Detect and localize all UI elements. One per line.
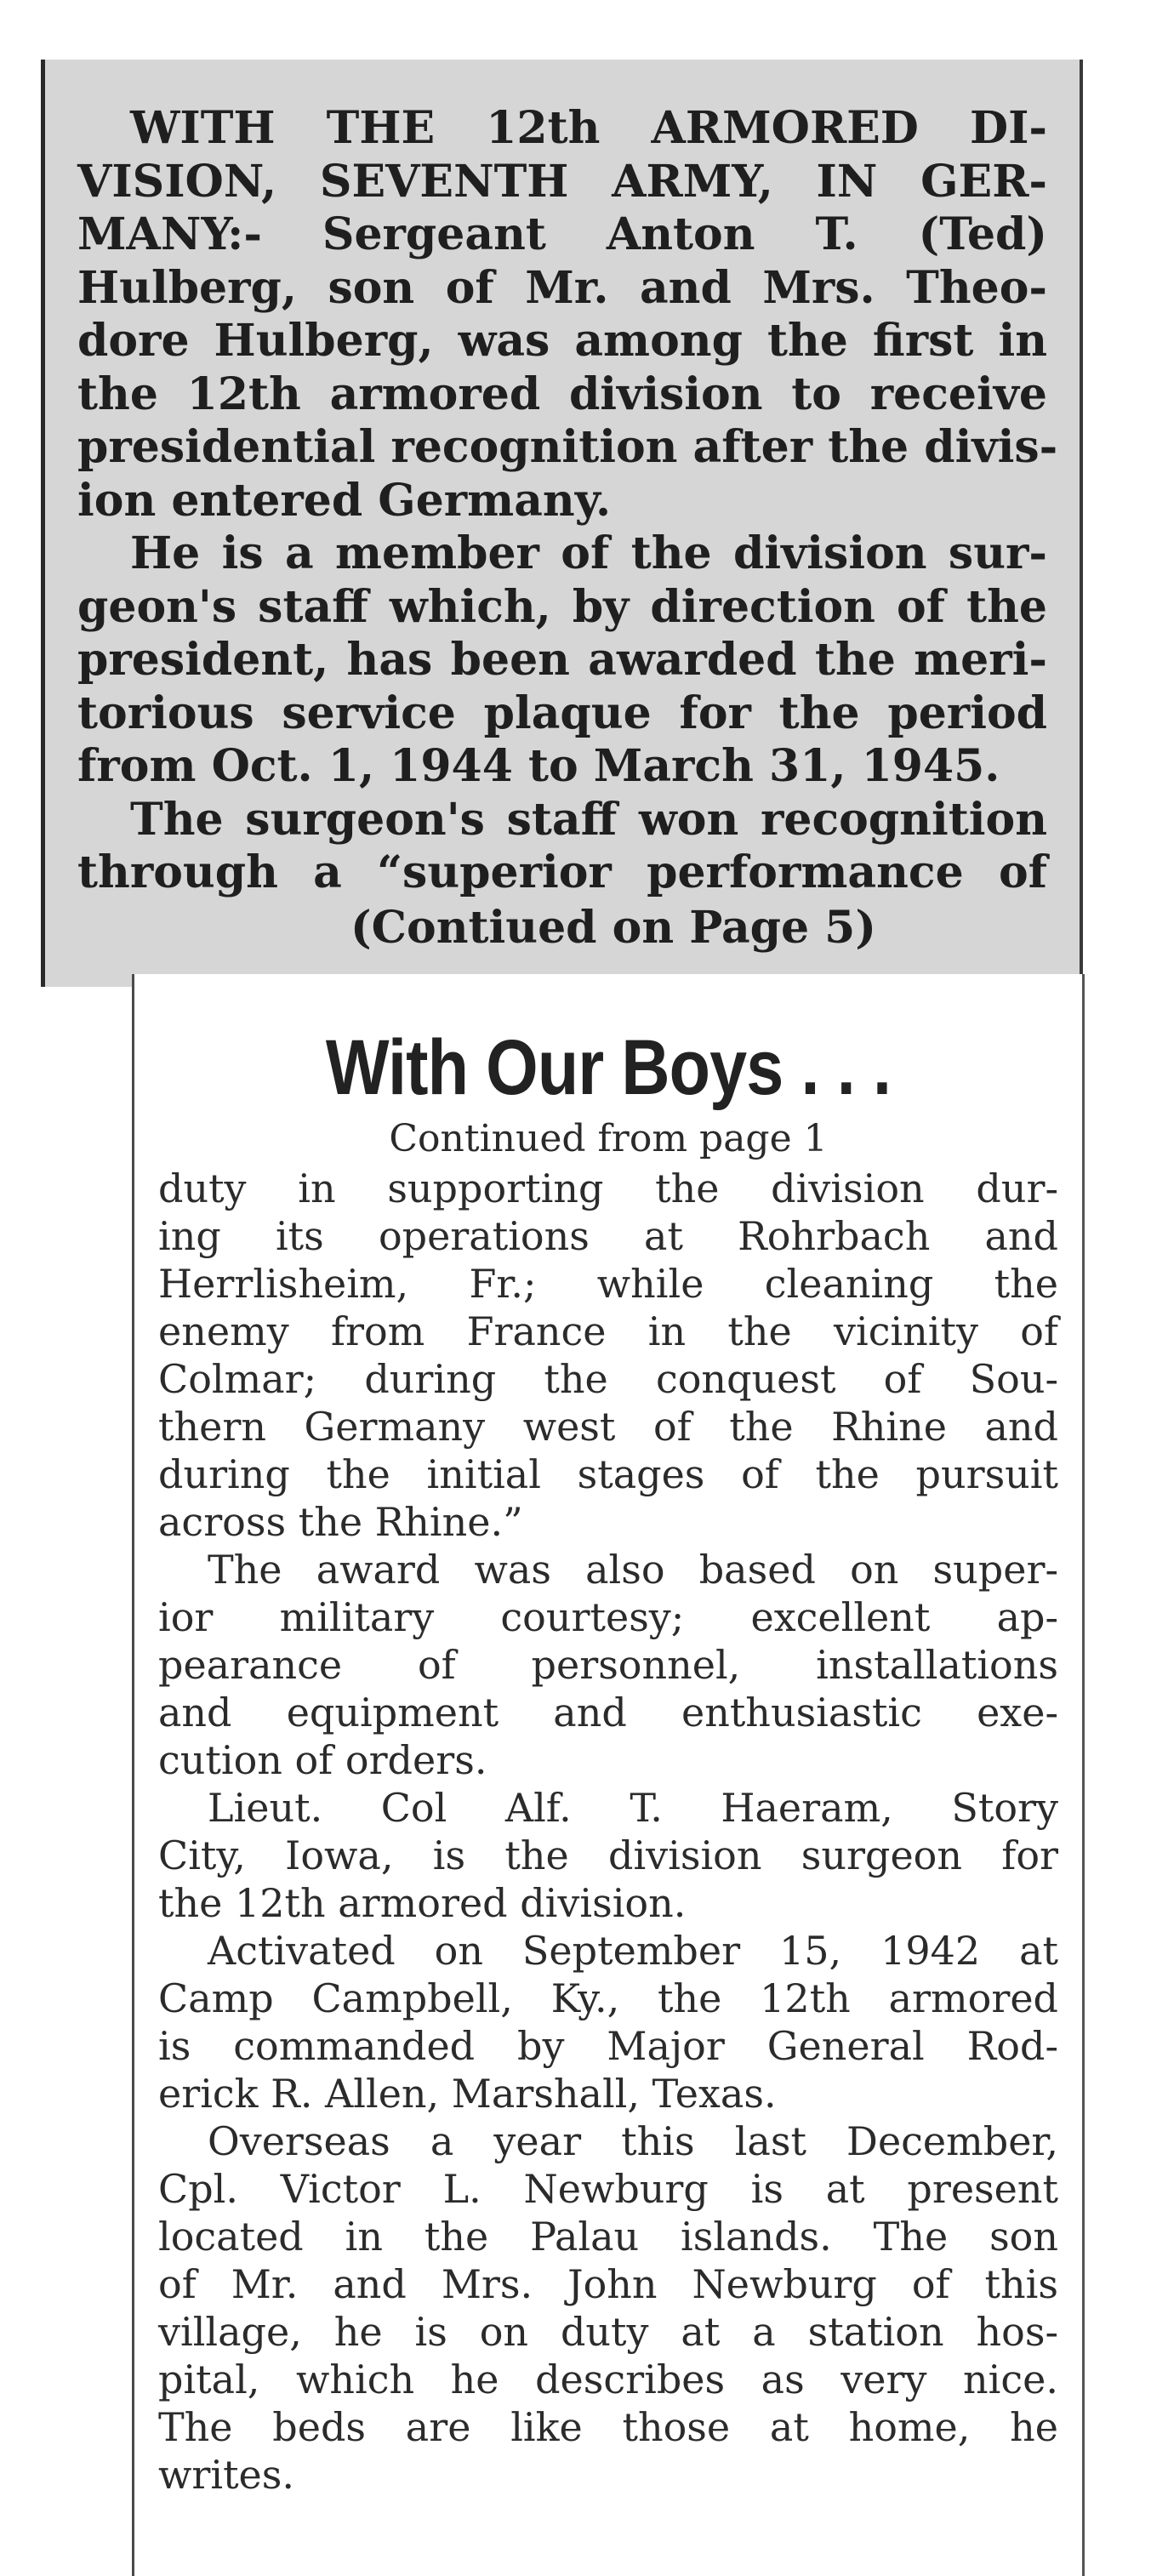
- text-line: The award was also based on super-: [208, 1547, 1058, 1593]
- text-line: dore Hulberg, was among the first in: [77, 315, 1047, 367]
- subhead: Continued from page 1: [389, 1117, 828, 1160]
- text-line: from Oct. 1, 1944 to March 31, 1945.: [77, 740, 1000, 792]
- text-line: the 12th armored division.: [158, 1880, 687, 1926]
- text-line: of Mr. and Mrs. John Newburg of this: [158, 2261, 1058, 2307]
- text-line: duty in supporting the division dur-: [158, 1165, 1058, 1211]
- text-line: torious service plaque for the period: [77, 687, 1047, 739]
- text-line: The beds are like those at home, he: [158, 2404, 1058, 2450]
- text-line: Herrlisheim, Fr.; while cleaning the: [158, 1261, 1058, 1307]
- text-line: president, has been awarded the meri-: [77, 634, 1047, 686]
- bottom-clipping: [132, 974, 1085, 2576]
- bottom-clipping-text: [158, 1165, 1058, 2499]
- top-clipping-text: [77, 102, 1058, 900]
- text-line: VISION, SEVENTH ARMY, IN GER-: [77, 155, 1047, 208]
- text-line: geon's staff which, by direction of the: [77, 580, 1047, 633]
- continued-note: (Contiued on Page 5): [350, 901, 876, 954]
- text-line: pital, which he describes as very nice.: [158, 2357, 1058, 2402]
- text-line: MANY:- Sergeant Anton T. (Ted): [77, 208, 1047, 260]
- text-line: during the initial stages of the pursuit: [158, 1451, 1058, 1497]
- text-line: village, he is on duty at a station hos-: [158, 2309, 1058, 2355]
- text-line: cution of orders.: [158, 1737, 487, 1783]
- text-line: enemy from France in the vicinity of: [158, 1308, 1058, 1354]
- text-line: writes.: [158, 2452, 295, 2498]
- text-line: WITH THE 12th ARMORED DI-: [130, 102, 1047, 154]
- text-line: Lieut. Col Alf. T. Haeram, Story: [208, 1785, 1058, 1831]
- text-line: The surgeon's staff won recognition: [130, 793, 1047, 846]
- text-line: the 12th armored division to receive: [77, 368, 1047, 420]
- text-line: ion entered Germany.: [77, 474, 612, 527]
- top-clipping: [41, 60, 1083, 987]
- text-line: erick R. Allen, Marshall, Texas.: [158, 2071, 777, 2117]
- text-line: ing its operations at Rohrbach and: [158, 1213, 1058, 1259]
- headline: With Our Boys . . .: [325, 1024, 892, 1111]
- text-line: through a “superior performance of: [77, 846, 1047, 898]
- text-line: is commanded by Major General Rod-: [158, 2023, 1058, 2069]
- text-line: Camp Campbell, Ky., the 12th armored: [158, 1975, 1058, 2021]
- text-line: pearance of personnel, installations: [158, 1642, 1058, 1688]
- text-line: Hulberg, son of Mr. and Mrs. Theo-: [77, 261, 1047, 314]
- text-line: across the Rhine.”: [158, 1499, 523, 1545]
- text-line: thern Germany west of the Rhine and: [158, 1404, 1058, 1450]
- text-line: He is a member of the division sur-: [130, 527, 1047, 579]
- text-line: Overseas a year this last December,: [208, 2118, 1058, 2164]
- text-line: presidential recognition after the divis-: [77, 421, 1058, 473]
- text-line: and equipment and enthusiastic exe-: [158, 1690, 1058, 1735]
- text-line: City, Iowa, is the division surgeon for: [158, 1832, 1058, 1878]
- text-line: Cpl. Victor L. Newburg is at present: [158, 2166, 1058, 2212]
- text-line: ior military courtesy; excellent ap-: [158, 1594, 1058, 1640]
- text-line: located in the Palau islands. The son: [158, 2214, 1058, 2260]
- text-line: Colmar; during the conquest of Sou-: [158, 1356, 1058, 1402]
- text-line: Activated on September 15, 1942 at: [208, 1928, 1058, 1974]
